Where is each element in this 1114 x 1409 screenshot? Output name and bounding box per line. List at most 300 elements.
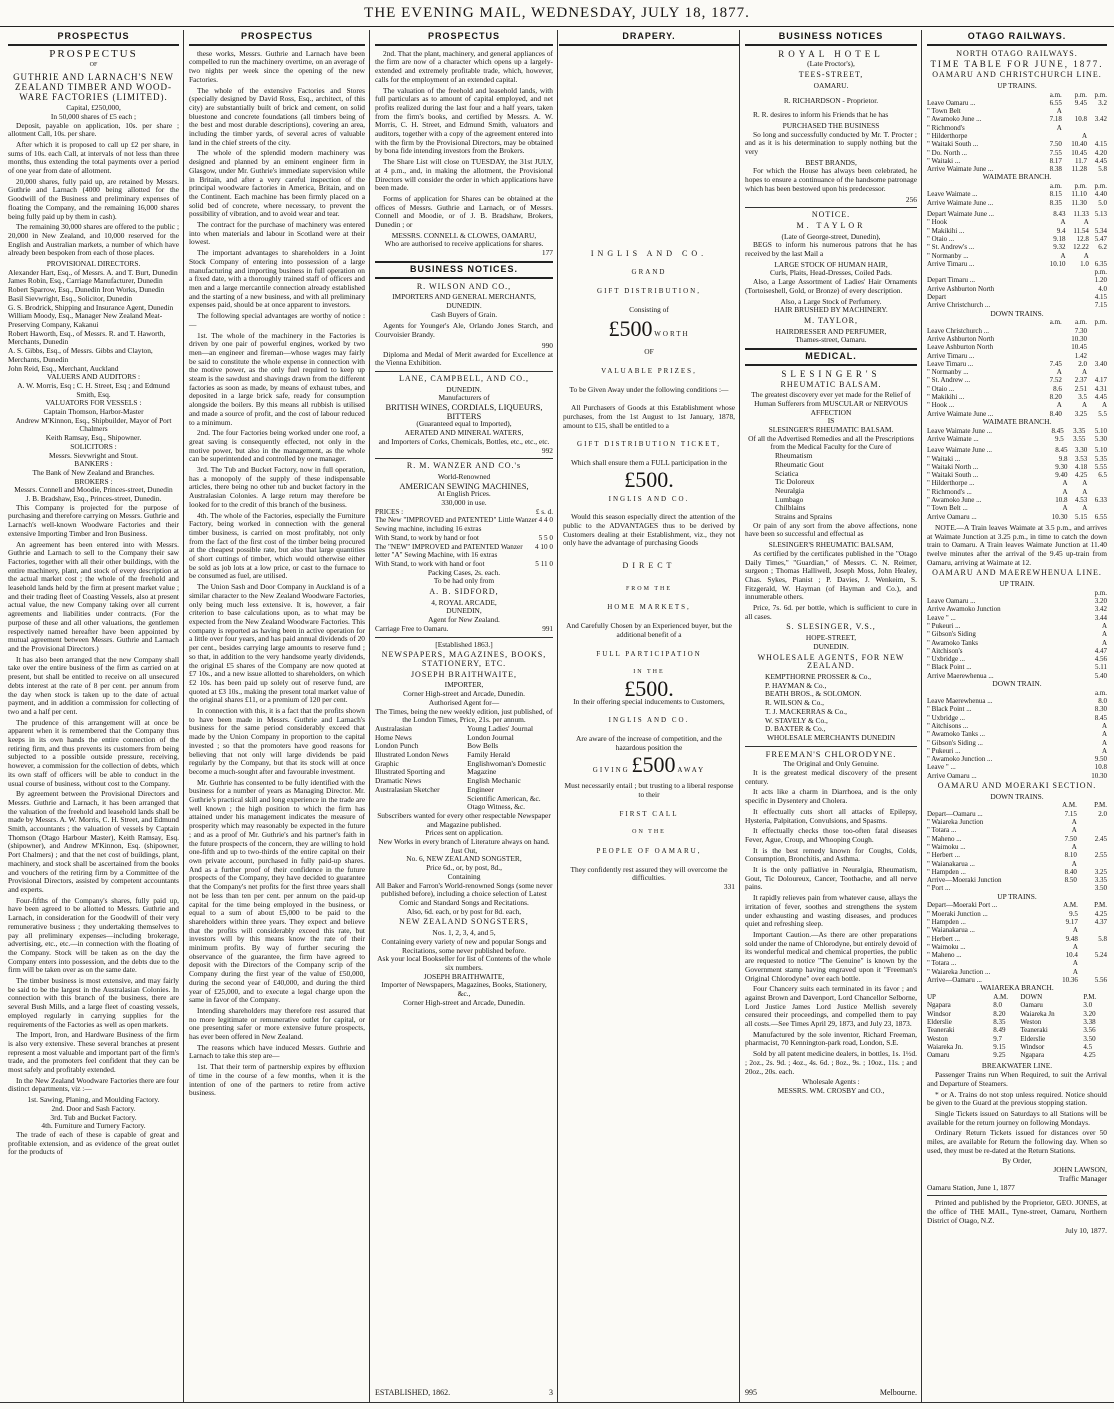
time-cell: p.m. [1074, 182, 1087, 191]
timetable-row [927, 471, 1107, 479]
aware: Are aware of the increase of competition, and the hazardous position the [576, 734, 722, 752]
ailment: Sciatica [775, 468, 799, 478]
time-cell: A [1082, 504, 1088, 513]
time-cell: 4.56 [1094, 655, 1107, 664]
time-cell: 7.30 [1074, 326, 1088, 335]
station-name: Leave Waimate ... [927, 190, 978, 199]
director-item: Basil Sievwright, Esq., Solicitor, Dunedin [8, 293, 133, 303]
time-cell: 8.45 [1051, 426, 1064, 435]
waimate2-table [927, 427, 1107, 444]
time-cell: 9.8 [1058, 454, 1068, 463]
station-name: Arrive Waimate June ... [927, 409, 994, 418]
paragraph: 3rd. The Tub and Bucket Factory, now in full operation, has a monopoly of the supply of these indispensable articles, there being no other tub and bucket factory in the Australasian Colonies. A large return may therefore be looked for to the credit of this branch of the business. [189, 465, 365, 509]
firm-name: INGLIS AND CO. [590, 248, 708, 258]
station-name: " Town Belt [927, 107, 961, 116]
station-name: " Awamoko June ... [927, 495, 982, 504]
braithwaite-agent: Authorised Agent for— [428, 697, 500, 707]
deposit-note: Deposit, payable on application, 10s. per share ; allotment Call, 10s. per share. [8, 120, 179, 139]
timetable-row [927, 663, 1107, 671]
time-cell: 3.55 [1073, 434, 1086, 443]
time-cell: 8.49 [993, 1026, 1006, 1035]
timetable-row [927, 335, 1107, 343]
time-cell: 10.4 [1065, 951, 1078, 960]
note: Ordinary Return Tickets issued for distances over 50 miles, are available for Return the following day. When so used, they must be re-dated at the Return Stations. [927, 1128, 1107, 1155]
time-cell: 8.20 [993, 1009, 1006, 1018]
timetable-row [927, 210, 1107, 218]
station-name: Arrive Ashburton North [927, 334, 995, 343]
timetable-row [927, 959, 1107, 967]
traffic: Traffic Manager [1058, 1173, 1107, 1183]
timetable-row [927, 513, 1107, 521]
column-rule [557, 30, 558, 1402]
timetable-row [927, 446, 1107, 454]
house-note: For which the House has always been celebrated, he hopes to ensure a continuance of the handsome patronage which has been bestowed upon his predecessor. [745, 166, 917, 193]
timetable-row [927, 360, 1107, 368]
time-cell: 7.55 [1049, 148, 1062, 157]
time-cell: p.m. [1094, 268, 1107, 277]
time-cell: 4.20 [1094, 148, 1107, 157]
dunedin: DUNEDIN. [813, 641, 849, 651]
department-item: 1st. Sawing, Planing, and Moulding Factory. [27, 1095, 160, 1105]
direct: DIRECT [622, 561, 676, 571]
station-name: " Pukeuri ... [927, 621, 961, 630]
timetable-row [927, 935, 1107, 943]
full-participation: FULL PARTICIPATION [596, 649, 702, 658]
station-name: " Herbert ... [927, 934, 960, 943]
time-cell: 10.40 [1071, 140, 1088, 149]
timetable-row [927, 1018, 1107, 1026]
firm-name: INGLIS AND CO. [608, 716, 690, 725]
director-item: Robert Haworth, Esq., of Messrs. R. and T. Haworth, Merchants, Dunedin [8, 328, 166, 347]
waimate-table [927, 182, 1107, 207]
hotel-name: ROYAL HOTEL [778, 48, 884, 59]
timetable-row [927, 901, 1107, 909]
time-cell: 10.8 [1074, 115, 1088, 124]
must: Must necessarily entail ; but trusting to a liberal response to their [564, 781, 734, 799]
certified: As certified by the certificates published in the "Otago Daily Times," "Guardian," of Messrs. C. N. Reimer, surgeon ; Thomas Halliwell, Joseph Moss, John Healey, Chas. Sykes, Pianist ; P. Davies, J. Wenkeim, S. Fitzgerald, W. Hayman (of Hayman and Co.), and innumerable others. [745, 548, 917, 602]
time-cell: 7.50 [1064, 834, 1077, 843]
station-name [927, 182, 1042, 190]
agent-item: D. BAXTER & Co., [765, 724, 826, 734]
time-cell: p.m. [1074, 90, 1088, 99]
paper-item: Englishwoman's Domestic Magazine [467, 758, 546, 777]
time-cell: 1.20 [1094, 276, 1107, 285]
time-cell [1078, 959, 1107, 967]
station-name: " Gibson's Siding [927, 630, 976, 639]
time-cell [1077, 826, 1107, 834]
paper-item: Young Ladies' Journal [467, 723, 534, 733]
timetable-row [927, 597, 1107, 605]
timetable-row [927, 647, 1107, 655]
paragraph: 4th. The whole of the Factories, especially the Furniture Factory, being worked in connection with the general timber business, is carried on most profitably, not only from the fact of the first cost of the timber being procured at the cheapest possible rate, but also that large quantities of short cuttings of timber, which would otherwise either be sold as job lots at a low price, or cast to the furnace to be consumed as fuel, are utilised. [189, 510, 365, 581]
paper-item: Graphic [375, 758, 399, 768]
timetable-row [927, 763, 1107, 771]
down-train: DOWN TRAIN. [992, 679, 1042, 689]
agent-item: W. STAVELY & Co., [765, 715, 828, 725]
column-drapery [559, 30, 739, 1400]
footer-established: ESTABLISHED, 1862. [375, 1388, 451, 1398]
time-cell: A.M. [1063, 901, 1078, 910]
station-name [927, 268, 1042, 276]
price-value: 5 11 0 [535, 559, 553, 568]
station-name: " Port ... [927, 884, 951, 893]
time-cell: 11.10 [1071, 190, 1087, 199]
timetable-row [927, 368, 1107, 376]
station-name: Leave Maerewhenua ... [927, 697, 993, 706]
timetable-row [927, 739, 1107, 747]
timetable-row [927, 818, 1107, 826]
time-cell: A [1083, 218, 1089, 227]
time-cell: 8.38 [1049, 165, 1062, 174]
station-name: " Awamoko Tanks [927, 638, 978, 647]
breakwater: Passenger Trains run When Required, to suit the Arrival and Departure of Steamers. [927, 1070, 1107, 1088]
timetable-row [927, 385, 1107, 393]
station-name: " St. Andrew ... [927, 376, 971, 385]
time-cell: 2.51 [1074, 384, 1088, 393]
lane-products: BRITISH WINES, CORDIALS, LIQUEURS, BITTERS [385, 402, 543, 421]
timetable-row [927, 810, 1107, 818]
ad-number: 990 [541, 340, 553, 350]
prices-heading-row [375, 508, 553, 517]
solicitors-heading: SOLICITORS : [70, 441, 117, 451]
timetable-row [927, 826, 1107, 834]
papers-list [375, 725, 553, 812]
taylor2-name: M. TAYLOR, [803, 315, 859, 325]
time-cell: 5.34 [1094, 226, 1107, 235]
packing: Packing Cases, 2s. each. [427, 567, 501, 577]
paragraph: 2nd. That the plant, machinery, and general appliances of the firm are now of a character which opens up a largely-extended and extremely profitable trade, which, however, calls for the employment of an extended capital. [375, 48, 553, 84]
songsters: NEW ZEALAND SONGSTERS, [399, 917, 529, 927]
department-item: 4th. Furniture and Turnery Factory. [41, 1121, 146, 1131]
paragraph: Manufactured by the sole inventor, Richard Freeman, pharmacist, 70 Kennington-park road, London, S.E. [745, 1029, 917, 1048]
paragraph: The timber business is most extensive, and may fairly be said to be the largest in the Australasian Colonies. In connection with this branch of the business, there are several Bush Mills, and a large fleet of coasting vessels, employed regularly in carrying supplies for the requirements of the Factories as well as open markets. [8, 976, 179, 1029]
paragraph: It is the best remedy known for Coughs, Colds, Consumption, Bronchitis, and Asthma. [745, 845, 917, 864]
timetable-row [927, 227, 1107, 235]
time-cell: 5.55 [1094, 462, 1107, 471]
ailment: Rheumatic Gout [775, 459, 824, 469]
songsters-nos: Nos. 1, 2, 3, 4, and 5, [432, 928, 496, 938]
station-name [927, 91, 1042, 99]
time-cell: A [1071, 826, 1077, 835]
paragraph: After which it is proposed to call up £2 per share, in sums of 10s. each Call, at intervals of not less than three months, thus extending the total payments over a period of one year from date of allotment. [8, 139, 179, 176]
paper-item: Otago Witness, &c. [467, 802, 526, 812]
timetable-row [927, 157, 1107, 165]
department-item: 3rd. Tub and Bucket Factory. [50, 1112, 137, 1122]
timetable-row [927, 730, 1107, 738]
timetable-row [927, 252, 1107, 260]
director-item: Alexander Hart, Esq., of Messrs. A. and T. Burt, Dunedin [8, 267, 178, 277]
time-cell [1078, 968, 1107, 976]
station-name: " St. Andrew's ... [927, 243, 975, 252]
station-name: " Pukeuri ... [927, 746, 961, 755]
also: Also, 6d. each, or by post for 8d. each, [406, 906, 522, 916]
time-cell: A [1101, 738, 1107, 747]
timetable-row [927, 435, 1107, 443]
grand: GRAND [631, 268, 667, 277]
season: Would this season especially direct the attention of the public to the ADVANTAGES thus to be derived by Customers dealing at their Establishment, viz., they not only have the advantage of purchasing Goods [563, 512, 735, 548]
bottom-rule [0, 1402, 1114, 1403]
time-cell: 7.45 [1049, 359, 1062, 368]
time-cell: 4.45 [1094, 393, 1107, 402]
station-name: " Aitchison's [927, 646, 963, 655]
timetable-header [927, 993, 1107, 1001]
from-the: FROM THE [625, 585, 673, 592]
time-cell: 10.8 [1094, 763, 1107, 772]
wilson-line: Cash Buyers of Grain. [430, 309, 498, 319]
time-cell: A [1062, 479, 1068, 488]
time-cell: A [1101, 401, 1107, 410]
time-cell: 9.4 [1056, 226, 1066, 235]
director-item: John Reid, Esq., Merchant, Auckland [8, 363, 119, 373]
timetable-row [927, 843, 1107, 851]
time-cell: 3.35 [1073, 426, 1086, 435]
agents-note: Who are authorised to receive applications for shares. [384, 239, 544, 249]
agent-item: BEATH BROS., & SOLOMON. [765, 689, 862, 699]
time-cell: p.m. [1094, 182, 1107, 191]
masthead: THE EVENING MAIL, WEDNESDAY, JULY 18, 1877. [364, 5, 750, 21]
station-name: " Black Point ... [927, 705, 972, 714]
price-row [375, 516, 553, 533]
paragraph: The remaining 30,000 shares are offered to the public ; 20,000 in New Zealand, and 10,000 reserved for the English and Australian markets, a number of which have already been bespoken from each of those places. [8, 222, 179, 258]
songster-price: Price 6d., or, by post, 8d., [426, 863, 502, 873]
time-cell [1042, 327, 1062, 335]
waiareka-head: WAIAREKA BRANCH. [980, 983, 1054, 993]
timetable-row [927, 772, 1107, 780]
station-name: " Hook [927, 218, 948, 227]
solicitors: Messrs. Sievwright and Stout. [49, 450, 138, 460]
time-cell: 11.30 [1071, 198, 1087, 207]
wanzer-prices: At English Prices. [437, 489, 491, 499]
moeraki-up-table [927, 901, 1107, 984]
time-cell: 8.20 [1049, 393, 1062, 402]
proprietor: R. RICHARDSON - Proprietor. [783, 95, 879, 105]
time-cell: 2.37 [1074, 376, 1088, 385]
timetable-row [927, 132, 1107, 140]
down-trains: DOWN TRAINS. [990, 308, 1044, 318]
timetable-row [927, 697, 1107, 705]
time-cell: 5.11 [1095, 663, 1107, 672]
capital: Capital, £250,000, [66, 103, 121, 113]
station-name: Depart Timaru ... [927, 276, 976, 285]
timetable-row [927, 622, 1107, 630]
time-cell: 5.30 [1094, 434, 1107, 443]
lane-aerated: AERATED AND MINERAL WATERS, [404, 428, 524, 438]
paragraph: 20,000 shares, fully paid up, are retained by Messrs. Guthrie and Larnach (4000 being allotted for the Goodwill of the Business and preliminary expenses of floating the Company, and the remaining 16,000 shares being fully paid up by them in cash). [8, 176, 179, 221]
station-name: Arrive Ashburton North [927, 284, 995, 293]
time-cell: 5.56 [1094, 976, 1107, 985]
column-rule [183, 30, 184, 1402]
carriage: Carriage Free to Oamaru. [375, 624, 449, 633]
station-name: Windsor [927, 1009, 951, 1018]
timetable-row [927, 479, 1107, 487]
wilson-sub: IMPORTERS AND GENERAL MERCHANTS, DUNEDIN. [392, 292, 536, 310]
wilson-diploma: Diploma and Medal of Merit awarded for Excellence at the Vienna Exhibition. [375, 349, 553, 368]
time-cell: 4.0 [1098, 284, 1107, 293]
ad-number: 991 [542, 624, 553, 633]
station-name: Arrive Maerewhenua ... [927, 671, 994, 680]
timetable-row [927, 951, 1107, 959]
time-cell: 4.25 [1075, 471, 1088, 480]
time-cell: 9.5 [1069, 909, 1078, 918]
time-cell [1042, 132, 1062, 140]
station-name: Ngapara [1020, 1051, 1045, 1060]
time-cell [1042, 352, 1062, 360]
time-cell: 10.45 [1071, 343, 1088, 352]
time-cell: A [1056, 401, 1062, 410]
time-cell [1078, 926, 1107, 934]
paper-item: London Journal [467, 732, 514, 742]
timetable-row [927, 504, 1107, 512]
time-cell: 3.38 [1083, 1017, 1096, 1026]
moeraki-down: DOWN TRAINS. [990, 791, 1044, 801]
time-cell: 1.42 [1074, 351, 1088, 360]
timetable-row [927, 1043, 1107, 1051]
timetable-row [927, 630, 1107, 638]
station-name: Arrive Waimate ... [927, 434, 979, 443]
time-cell: 9.50 [1094, 755, 1107, 764]
time-cell [1087, 488, 1107, 496]
paragraph: Intending shareholders may therefore rest assured that no more legitimate or remunerative outlet for capital, or one presenting safer or more extensive future prospects, has ever been offered in New Zealand. [189, 1005, 365, 1042]
station-name: Oamaru [927, 1051, 950, 1060]
time-cell: 9.17 [1065, 918, 1078, 926]
station-name: " Totara ... [927, 826, 957, 835]
bankers: The Bank of New Zealand and Branches. [32, 467, 155, 477]
hair-items: Curls, Plaits, Head-Dresses, Coiled Pads. [770, 268, 892, 278]
paragraph: In connection with this, it is a fact that the profits shown to have been made in Messrs. Guthrie and Larnach's business for the same period considerably exceed that made by the Union Company in proportion to the capital invested ; so that the promoters have good reasons for believing that not only will large dividends be paid regularly by the Company, but that its stock will at once become a much-sought after and favourable investment. [189, 706, 365, 776]
time-cell: 5.10 [1094, 446, 1107, 455]
prices-columns: £ s. d. [535, 507, 553, 516]
paper-item: Bow Bells [467, 741, 499, 751]
station-name: Arrive Timaru ... [927, 351, 975, 360]
station-name: Elderslie [927, 1017, 952, 1026]
station-name: Arrive Waimate June ... [927, 198, 994, 207]
timetable-row [927, 1001, 1107, 1009]
column-header: UP [927, 993, 936, 1002]
timetable-row [927, 182, 1107, 190]
lane-importers: and Importers of Corks, Chemicals, Bottles, etc., etc., etc. [378, 436, 550, 446]
timetable-row [927, 463, 1107, 471]
brokers: Messrs. Connell and Moodie, Princes-street, Dunedin J. B. Bradshaw, Esq., Princes-street, Dunedin. [14, 485, 173, 504]
timetable-row [927, 835, 1107, 843]
braithwaite-title: NEWSPAPERS, MAGAZINES, BOOKS, STATIONERY, ETC. [381, 650, 547, 668]
lane-name: LANE, CAMPBELL, AND CO., [398, 373, 529, 383]
station-name: Weston [1020, 1017, 1042, 1026]
timetable-row [927, 605, 1107, 613]
station-name: " Otaio ... [927, 234, 955, 243]
station-name: " Black Point ... [927, 663, 972, 672]
divider [927, 1195, 1107, 1196]
time-cell: A [1101, 630, 1107, 639]
advertised: Of all the Advertised Remedies and all the Prescriptions from the Medical Faculty for the Cure of [748, 433, 914, 452]
wilson-name: R. WILSON AND CO., [416, 281, 512, 291]
begs: BEGS to inform his numerous patrons that he has received by the last Mail a [745, 240, 917, 259]
containing: Containing [447, 871, 481, 881]
or-pain: Or pain of any sort from the above affections, none have been so successful and effectual as [745, 520, 917, 539]
songs-note: All Baker and Farron's World-renowned Songs (some never published before), including a choice selection of Latest Comic and Standard Songs and Recitations. [375, 880, 553, 907]
column-rule [921, 30, 922, 1402]
time-cell: 8.10 [1064, 851, 1077, 860]
paragraph: The trade of each of these is capable of great and profitable extension, and as evidence of the great outlet for the products of [8, 1129, 179, 1157]
directors-list [8, 269, 179, 373]
agents-name: MESSRS. CONNELL & CLOWES, OAMARU, [391, 230, 537, 240]
time-cell: 5.8 [1098, 934, 1107, 943]
time-cell: p.m. [1094, 90, 1107, 99]
timetable-row [927, 1026, 1107, 1034]
timetable-row [927, 910, 1107, 918]
paragraph: The Share List will close on TUESDAY, the 31st JULY, at 4 p.m., and, in making the allotment, the Provisional Directors will consider the order in which applications have been made. [375, 157, 553, 193]
original: The Original and Only Genuine. [783, 759, 879, 769]
time-cell: 5.35 [1094, 454, 1107, 463]
paragraph: It is the only palliative in Neuralgia, Rheumatism, Gout, Tic Doloureux, Cancer, Toothache, and all nerve pains. [745, 865, 917, 892]
timetable-row [927, 401, 1107, 409]
hotel-late: (Late Proctor's), [807, 59, 855, 69]
price-desc: With Stand, to work by hand or foot [375, 533, 479, 542]
ailment: Lumbago [775, 494, 804, 504]
moeraki-down-table [927, 801, 1107, 892]
time-cell [1087, 479, 1107, 487]
column-prospectus-2 [185, 30, 369, 1400]
paragraph: The Import, Iron, and Hardware Business of the firm is also very extensive. These several branches at present represent a most valuable and important part of the firm's trade, and the promoters feel confident that they can be most safely and profitably extended. [8, 1030, 179, 1075]
column-header: A.M. [993, 993, 1008, 1002]
given-away: To be Given Away under the following conditions :— [569, 384, 729, 394]
time-cell: A [1062, 504, 1068, 513]
price-row [375, 534, 553, 543]
divider [745, 207, 917, 208]
times-note: The Times, being the new weekly edition, just published, of the London Times, Price, 21s. per annum. [375, 706, 553, 725]
hotel-street: TEES-STREET, [798, 70, 864, 80]
sidford-agent: Agent for New Zealand. [428, 615, 500, 625]
station-name: " Hampden ... [927, 867, 966, 876]
time-cell: A [1101, 746, 1107, 755]
station-name: Arrive Waimate June ... [927, 165, 994, 174]
time-cell: 10.10 [1049, 259, 1066, 268]
time-cell: A [1056, 123, 1062, 132]
spacer [563, 50, 735, 240]
timetable-row [927, 455, 1107, 463]
timetable-row [927, 199, 1107, 207]
time-cell: 8.40 [1049, 409, 1062, 418]
timetable-row [927, 427, 1107, 435]
time-cell: 8.17 [1049, 156, 1062, 165]
station-name: Leave Waimate June ... [927, 446, 993, 455]
paragraph: 2nd. The four Factories being worked under one roof, a great saving is consequently effected, not only in the motive power, but also in the management, as the whole can be superintended and controlled by one manager. [189, 428, 365, 464]
station-name: " Herbert ... [927, 851, 960, 860]
director-item: James Robin, Esq., Carriage Manufacturer, Dunedin [8, 276, 163, 286]
time-cell: 2.0 [1078, 359, 1088, 368]
time-cell: 5.47 [1094, 234, 1107, 243]
time-cell: 10.8 [1055, 495, 1068, 504]
station-name: " Gibson's Siding ... [927, 738, 983, 747]
sidford-addr: 4, ROYAL ARCADE, [431, 597, 497, 607]
station-name: Arrive—Oamaru ... [927, 976, 982, 985]
paragraph: In the New Zealand Woodware Factories there are four distinct departments, viz :— [8, 1075, 179, 1094]
wholesale: WHOLESALE AGENTS, FOR NEW ZEALAND. [757, 652, 905, 671]
director-item: William Moody, Esq., Manager New Zealand Meat-Preserving Company, Kakanui [8, 311, 163, 329]
time-cell: A [1101, 638, 1107, 647]
paragraph: The whole of the extensive Factories and Stores (specially designed by David Ross, Esq., architect, of this city) are substantially built of brick and cement, on solid bluestone and concrete foundations (all timbers being of the best and most durable descriptions), covering an area, including the timber yards, of several acres of valuable land in the chief streets of the city. [189, 85, 365, 147]
director-item: A. S. Gibbs, Esq., of Messrs. Gibbs and Clayton, Merchants, Dunedin [8, 346, 153, 364]
station-name: " Do. North ... [927, 148, 967, 157]
time-cell: A [1072, 959, 1078, 968]
printed: Printed and published by the Proprietor, GEO. JONES, at the office of THE MAIL, Tyne-street, Oamaru, Northern District of Otago, N.Z. [927, 1198, 1107, 1225]
sidford-city: DUNEDIN, [446, 606, 482, 616]
timetable-row [927, 860, 1107, 868]
station-name: " Uxbridge ... [927, 655, 966, 664]
time-cell: 6.33 [1094, 495, 1107, 504]
paragraph: 1st. The whole of the machinery in the Factories is driven by one pair of powerful engines, worked by two men—an engineer and fireman—whose wages may fairly be said to constitute the whole expense in connection with the motive power, as the only fuel required to keep up steam is the sawdust and shavings drawn from the different factories as soon as made, by means of exhaust tubes, and deposited in a large brick safe, ready for consumption alongside the boilers. By this means all rubbish is utilised and made a source of profit, and the cost of labour reduced to a minimum. [189, 330, 365, 427]
taylor-name: M. TAYLOR [796, 220, 866, 230]
price-value: 5 5 0 [538, 533, 553, 542]
